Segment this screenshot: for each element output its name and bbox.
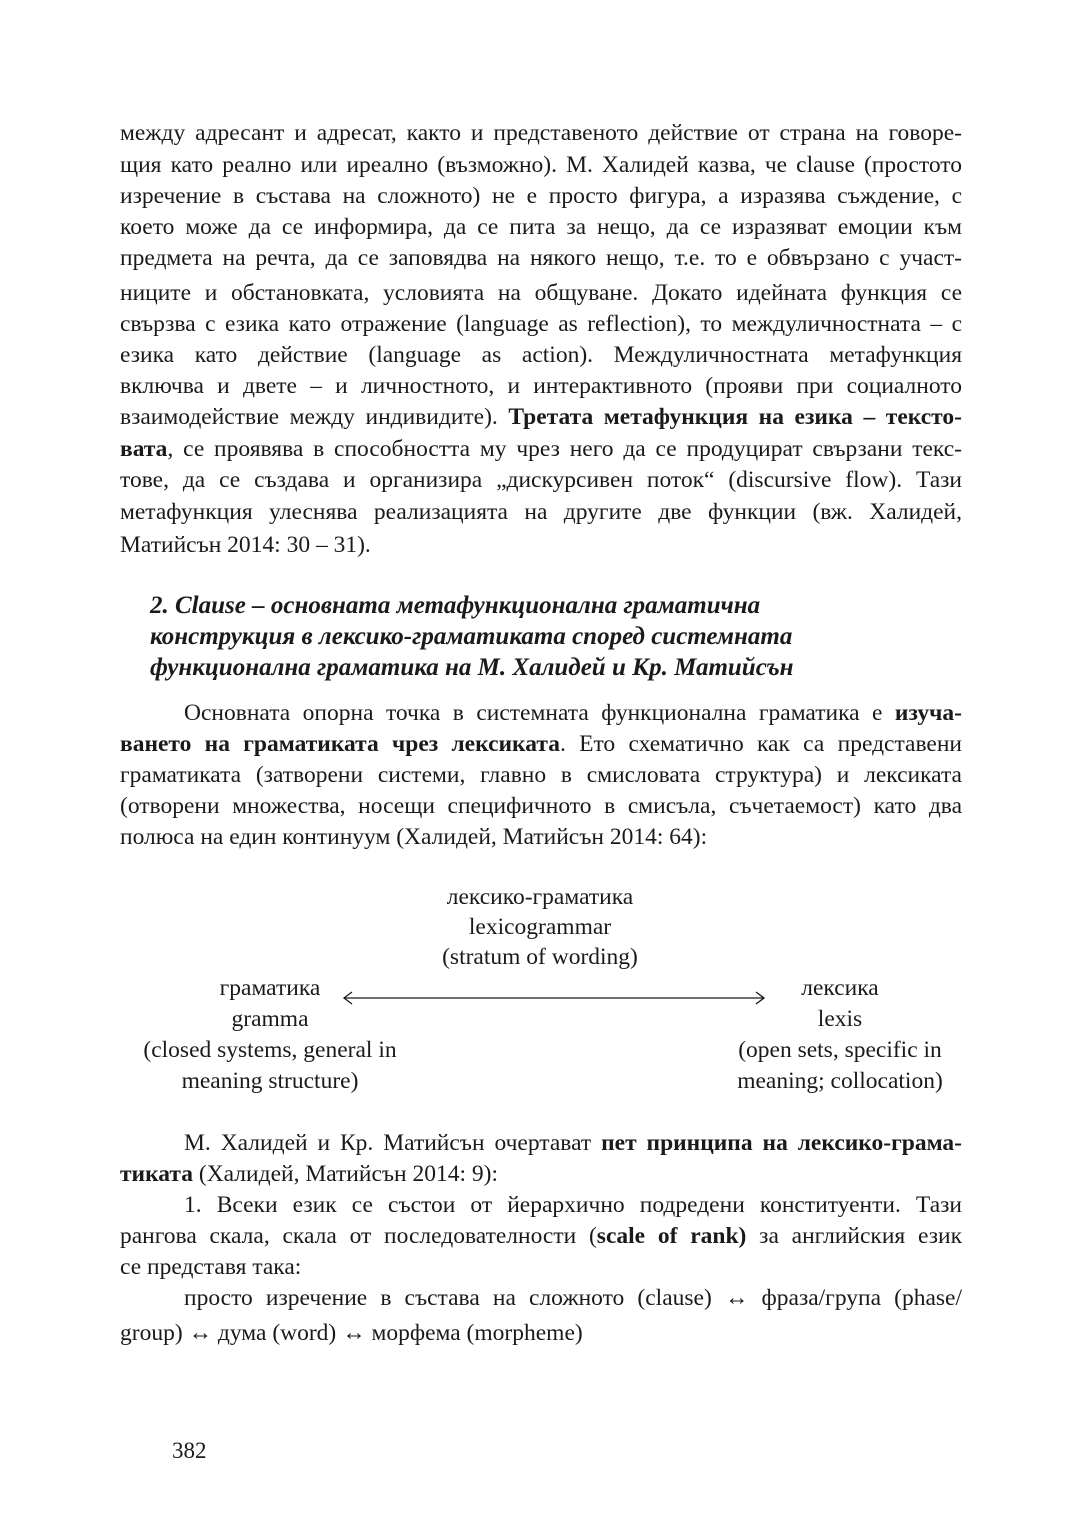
bold-run: вата: [120, 436, 168, 462]
text-line: (отворени множества, носещи специфичното в смисъла, съчетаемост) като два: [120, 793, 962, 819]
diagram-left-label: граматика: [219, 975, 321, 1001]
text-line: [120, 729, 962, 759]
text-line: ниците и обстановката, условията на общуване. Докато идейната функция се: [120, 280, 962, 306]
text-run: Основната опорна точка в системната функционална граматика е: [184, 700, 895, 726]
diagram-left-label: (closed systems, general in: [143, 1037, 397, 1063]
text-line: метафункция улеснява реализацията на другите две функции (вж. Халидей,: [120, 499, 962, 525]
text-line: [120, 402, 962, 432]
text-line: предмета на речта, да се заповядва на някого нещо, т.е. то е обвързано с участ-: [120, 245, 962, 271]
text-run: М. Халидей и Кр. Матийсън очертават: [184, 1130, 602, 1156]
text-line: изречение в състава на сложното) не е просто фигура, а изразява съждение, с: [120, 183, 962, 209]
text-run: рангова скала, скала от последователности (: [120, 1223, 597, 1249]
text-line: Матийсън 2014: 30 – 31).: [120, 532, 371, 558]
text-run: , се проявява в способността му чрез него да се продуцират свързани текс-: [167, 436, 962, 462]
text-line: 1. Всеки език се състои от йерархично подредени конституенти. Тази: [184, 1192, 962, 1218]
text-line: [120, 1221, 962, 1251]
text-line: между адресант и адресат, както и представеното действие от страна на говоре-: [120, 120, 962, 146]
text-run: (Халидей, Матийсън 2014: 9):: [193, 1161, 499, 1187]
diagram-center-label: lexicogrammar: [468, 914, 612, 940]
text-line: group) ↔ дума (word) ↔ морфема (morpheme): [120, 1320, 583, 1346]
text-line: граматиката (затворени системи, главно в смисловата структура) и лексиката: [120, 762, 962, 788]
diagram-center-label: (stratum of wording): [442, 944, 638, 970]
text-run: взаимодействие между индивидите).: [120, 404, 509, 430]
bold-run: тиката: [120, 1161, 193, 1187]
text-line: полюса на един континуум (Халидей, Матийсън 2014: 64):: [120, 824, 708, 850]
text-line: което може да се информира, да се пита за нещо, да се изразяват емоции към: [120, 214, 962, 240]
text-run: за английския език: [746, 1223, 962, 1249]
text-run: . Ето схематично как са представени: [559, 731, 962, 757]
diagram-left-label: meaning structure): [181, 1068, 359, 1094]
text-line: щия като реално или иреално (възможно). М. Халидей казва, че clause (простото: [120, 152, 962, 178]
text-line: тове, да се създава и организира „дискурсивен поток“ (discursive flow). Тази: [120, 467, 962, 493]
diagram-right-label: lexis: [817, 1006, 863, 1032]
bold-run: пет принципа на лексико-грама-: [601, 1130, 963, 1156]
heading-line: конструкция в лексико-граматиката според системната: [150, 623, 793, 650]
text-line: просто изречение в състава на сложното (clause) ↔ фраза/група (phase/: [184, 1285, 962, 1311]
diagram-center-label: лексико-граматика: [446, 884, 634, 910]
bold-run: ването на граматиката чрез лексиката: [120, 731, 560, 757]
text-line: [120, 1159, 962, 1189]
page-number: 382: [172, 1438, 207, 1463]
diagram-right-label: лексика: [801, 975, 879, 1001]
bold-run: scale of rank): [596, 1223, 747, 1249]
diagram-right-label: (open sets, specific in: [738, 1037, 942, 1063]
diagram-left-label: gramma: [231, 1006, 309, 1032]
double-arrow-icon: [340, 982, 770, 1012]
text-line: се представя така:: [120, 1254, 302, 1280]
text-line: [184, 698, 962, 728]
bold-run: Третата метафункция на езика – тексто-: [508, 404, 962, 430]
text-line: езика като действие (language as action). Междуличностната метафункция: [120, 342, 962, 368]
text-line: включва и двете – и личностното, и интерактивното (прояви при социалното: [120, 373, 962, 399]
diagram-right-label: meaning; collocation): [737, 1068, 943, 1094]
text-line: [184, 1128, 962, 1158]
heading-line: функционална граматика на М. Халидей и Кр. Матийсън: [150, 654, 794, 681]
text-line: свързва с езика като отражение (language as reflection), то междуличностната – с: [120, 311, 962, 337]
heading-line: 2. Clause – основната метафункционална граматична: [150, 592, 761, 619]
bold-run: изуча-: [894, 700, 962, 726]
text-line: [120, 434, 962, 464]
